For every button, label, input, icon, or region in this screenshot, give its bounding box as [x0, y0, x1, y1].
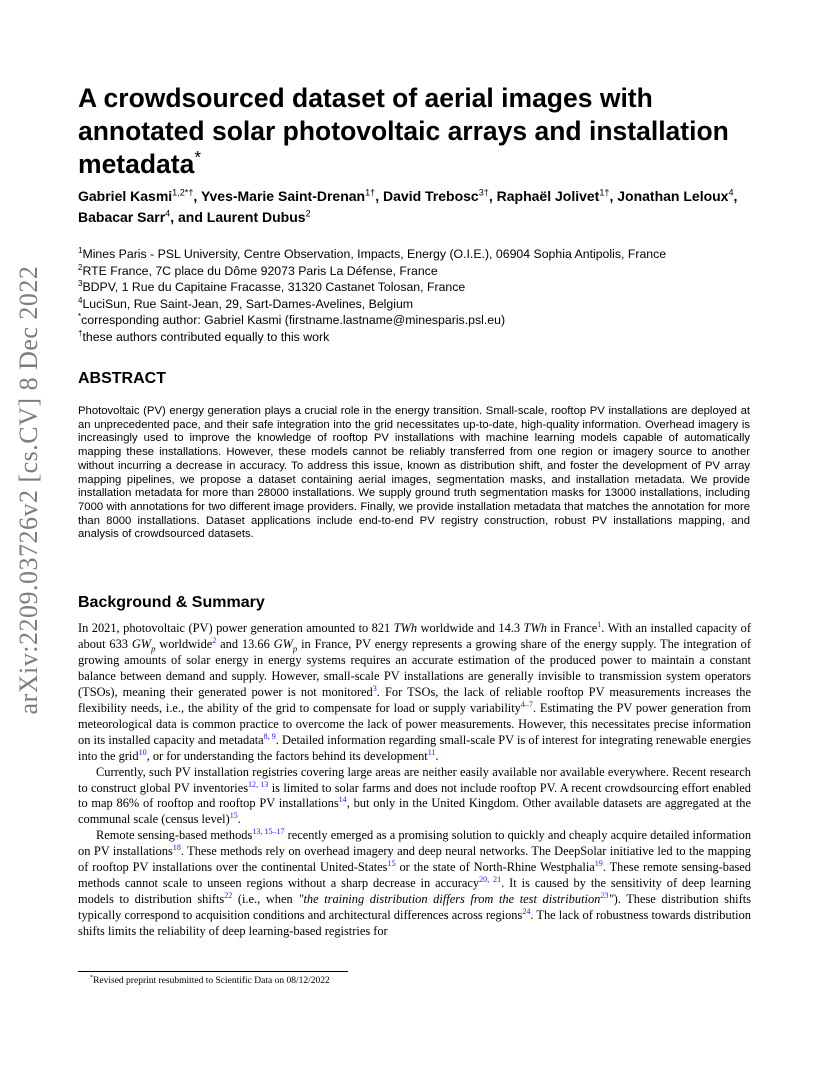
- italic-text: "the training distribution differs from the test distribution: [298, 892, 601, 907]
- citation-ref: 1: [597, 619, 602, 629]
- citation-ref: 2: [212, 635, 217, 645]
- author-name: Gabriel Kasmi: [78, 188, 173, 204]
- affiliation-text: corresponding author: Gabriel Kasmi (firstname.lastname@minesparis.psl.eu): [81, 313, 506, 328]
- affiliation-text: Mines Paris - PSL University, Centre Observation, Impacts, Energy (O.I.E.), 06904 Sophia Antipolis, France: [82, 247, 667, 261]
- body-text-run: . For TSOs, the lack of reliable rooftop PV measurements increases the flexibility needs, i.e., the ability of the grid to compensate for load or supply variability: [78, 684, 752, 715]
- author-name: David Trebosc: [383, 188, 479, 204]
- footnote-text: Revised preprint resubmitted to Scientific Data on 08/12/2022: [93, 976, 330, 986]
- footnote-rule: [78, 971, 348, 972]
- italic-text: ": [608, 892, 614, 907]
- italic-text: GW: [273, 636, 293, 651]
- body-text-run: . Estimating the PV power generation from meteorological data is common practice to overcome the lack of power measurements. However, this necessitates precise information on its installed capacity and metadata: [78, 700, 751, 747]
- body-text-run: In 2021, photovoltaic (PV) power generation amounted to 821: [78, 621, 394, 635]
- affiliation-text: RTE France, 7C place du Dôme 92073 Paris La Défense, France: [82, 263, 438, 278]
- body-text-run: . These remote sensing-based methods cannot scale to unseen regions without a sharp decrease in accuracy: [78, 860, 751, 891]
- body-text-run: . The lack of robustness towards distribution shifts limits the reliability of deep learning-based registries for: [78, 908, 751, 939]
- affiliation-mark: 4: [78, 295, 83, 305]
- citation-ref: 12, 13: [248, 779, 269, 789]
- arxiv-stamp: [14, 265, 44, 715]
- affiliations: [78, 246, 778, 346]
- citation-ref: 22: [224, 891, 233, 901]
- title-footnote-mark: *: [194, 147, 202, 168]
- body-text-run: Currently, such PV installation registries covering large areas are neither easily available nor available everywhere. Recent research to construct global PV inventories: [78, 764, 751, 795]
- body-text-run: worldwide: [155, 636, 213, 651]
- affiliation-line: [78, 312, 778, 329]
- author-conjunction: and: [178, 209, 203, 225]
- footnote-mark: *: [90, 974, 94, 981]
- affiliation-line: [78, 296, 778, 313]
- citation-ref: 14: [338, 795, 347, 805]
- affiliation-line: [78, 263, 778, 280]
- affiliation-text: these authors contributed equally to this work: [82, 329, 330, 344]
- body-text-run: .: [435, 748, 439, 763]
- author-name: Yves-Marie Saint-Drenan: [200, 188, 366, 204]
- abstract-heading: ABSTRACT: [78, 370, 166, 387]
- affiliation-text: LuciSun, Rue Saint-Jean, 29, Sart-Dames-Avelines, Belgium: [82, 296, 414, 311]
- affiliation-line: [78, 246, 778, 263]
- title-text: A crowdsourced dataset of aerial images with annotated solar photovoltaic arrays and installation metadata: [78, 83, 729, 179]
- citation-ref: 20, 21: [479, 875, 502, 885]
- affiliation-mark: 3: [78, 279, 83, 289]
- body-text-run: .: [237, 812, 241, 827]
- author-name: Jonathan Leloux: [617, 188, 729, 204]
- unit-subscript: p: [292, 643, 298, 654]
- italic-text: TWh: [523, 621, 547, 635]
- author-name: Laurent Dubus: [206, 209, 306, 225]
- italic-text: TWh: [393, 621, 418, 635]
- body-paragraph: [78, 828, 751, 940]
- body-paragraph: [78, 765, 751, 829]
- affiliation-line: [78, 279, 778, 296]
- body-text-run: ). These distribution shifts typically correspond to acquisition conditions and architectural differences across regions: [78, 892, 751, 923]
- citation-ref: 13, 15–17: [252, 827, 285, 837]
- citation-ref: 19: [594, 859, 603, 869]
- affiliation-line: [78, 329, 778, 346]
- citation-ref: 8, 9: [263, 731, 276, 741]
- citation-ref: 15: [229, 811, 238, 821]
- abstract-text: Photovoltaic (PV) energy generation plays a crucial role in the energy transition. Small-scale, rooftop PV installations are deployed at an unprecedented pace, and their safe integration into the grid necessitates up-to-date, high-quality information. Overhead imagery is increasingly used to improve the knowledge of rooftop PV installations with machine learning models capable of automatically mapping these installations. However, these models cannot be reliably transferred from one region or imagery source to another without incurring a decrease in accuracy. To address this issue, known as distribution shift, and foster the development of PV array mapping pipelines, we propose a dataset containing aerial images, segmentation masks, and installation metadata. We provide installation metadata for more than 28000 installations. We supply ground truth segmentation masks for 13000 installations, including 7000 with annotations for two different image providers. Finally, we provide installation metadata that matches the annotation for more than 8000 installations. Dataset applications include end-to-end PV registry construction, robust PV installations mapping, and analysis of crowdsourced datasets.: [78, 405, 750, 541]
- citation-ref: 10: [138, 747, 147, 757]
- footnote: [90, 976, 330, 986]
- citation-ref: 23: [600, 891, 609, 901]
- body-paragraph: [78, 621, 751, 765]
- body-text-run: , but only in the United Kingdom. Other available datasets are aggregated at the communal scale (census level): [78, 796, 751, 827]
- author-affiliation-mark: 3†: [478, 187, 489, 198]
- body-text-run: and 13.66: [216, 636, 274, 651]
- arxiv-id: arXiv:2209.03726v2 [cs.CV] 8 Dec 2022: [14, 265, 43, 715]
- affiliation-mark: 1: [78, 245, 83, 255]
- author-name: Babacar Sarr: [78, 209, 166, 225]
- citation-ref: 24: [522, 907, 531, 917]
- body-text-run: , or for understanding the factors behind its development: [146, 748, 428, 763]
- body-text-run: in France: [546, 621, 598, 635]
- body-text-run: in France, PV energy represents a growing share of the energy supply. The integration of growing amounts of solar energy in energy systems requires an accurate estimation of the produced power to maintain a constant balance between demand and supply. However, small-scale PV installations are generally invisible to transmission system operators (TSOs), meaning their generated power is not monitored: [78, 636, 751, 699]
- body-text-run: worldwide and 14.3: [417, 621, 524, 635]
- section-heading: Background & Summary: [78, 594, 265, 611]
- author-affiliation-mark: 4: [728, 187, 734, 198]
- body-text-run: . Detailed information regarding small-scale PV is of interest for integrating renewable energies into the grid: [78, 732, 752, 763]
- citation-ref: 11: [427, 747, 436, 757]
- citation-ref: 4–7: [520, 699, 533, 709]
- author-affiliation-mark: 1†: [599, 187, 610, 198]
- author-affiliation-mark: 1†: [365, 187, 376, 198]
- author-affiliation-mark: 4: [165, 208, 171, 219]
- body-text-run: (i.e., when: [232, 892, 299, 907]
- citation-ref: 3: [372, 683, 377, 693]
- italic-text: GW: [131, 636, 152, 651]
- body-text-run: or the state of North-Rhine Westphalia: [395, 860, 595, 875]
- body-text-run: recently emerged as a promising solution to quickly and cheaply acquire detailed information on PV installations: [78, 828, 752, 859]
- unit-subscript: p: [151, 643, 156, 654]
- author-affiliation-mark: 2: [305, 208, 311, 219]
- body-text-run: . These methods rely on overhead imagery and deep neural networks. The DeepSolar initiative led to the mapping of rooftop PV installations over the continental United-States: [78, 844, 751, 875]
- body-text-run: . It is caused by the sensitivity of deep learning models to distribution shifts: [78, 876, 751, 907]
- affiliation-text: BDPV, 1 Rue du Capitaine Fracasse, 31320 Castanet Tolosan, France: [82, 280, 466, 295]
- body-text-run: . With an installed capacity of about 633: [78, 621, 752, 651]
- affiliation-mark: †: [78, 328, 83, 338]
- body-text: [78, 621, 751, 940]
- affiliation-mark: 2: [78, 262, 83, 272]
- body-text-run: is limited to solar farms and does not include rooftop PV. A recent crowdsourcing effort enabled to map 86% of rooftop and rooftop PV installations: [78, 780, 751, 811]
- author-list: Gabriel Kasmi$^{1,2*\dagger}$, Yves-Marie Saint-Drenan$^{1\dagger}$, David Trebosc$^{3\dagger}$, Raphaël Jolivet$^{1\dagger}$, Jonathan Leloux$^4$, Babacar Sarr$^4$, and Laurent Dubus$^2$: [78, 187, 738, 225]
- affiliation-mark: *: [78, 312, 82, 322]
- author-name: Raphaël Jolivet: [496, 188, 600, 204]
- body-text-run: Remote sensing-based methods: [96, 828, 253, 843]
- citation-ref: 15: [387, 859, 396, 869]
- paper-title: [78, 82, 778, 181]
- citation-ref: 18: [172, 843, 181, 853]
- author-affiliation-mark: 1,2*†: [172, 187, 194, 198]
